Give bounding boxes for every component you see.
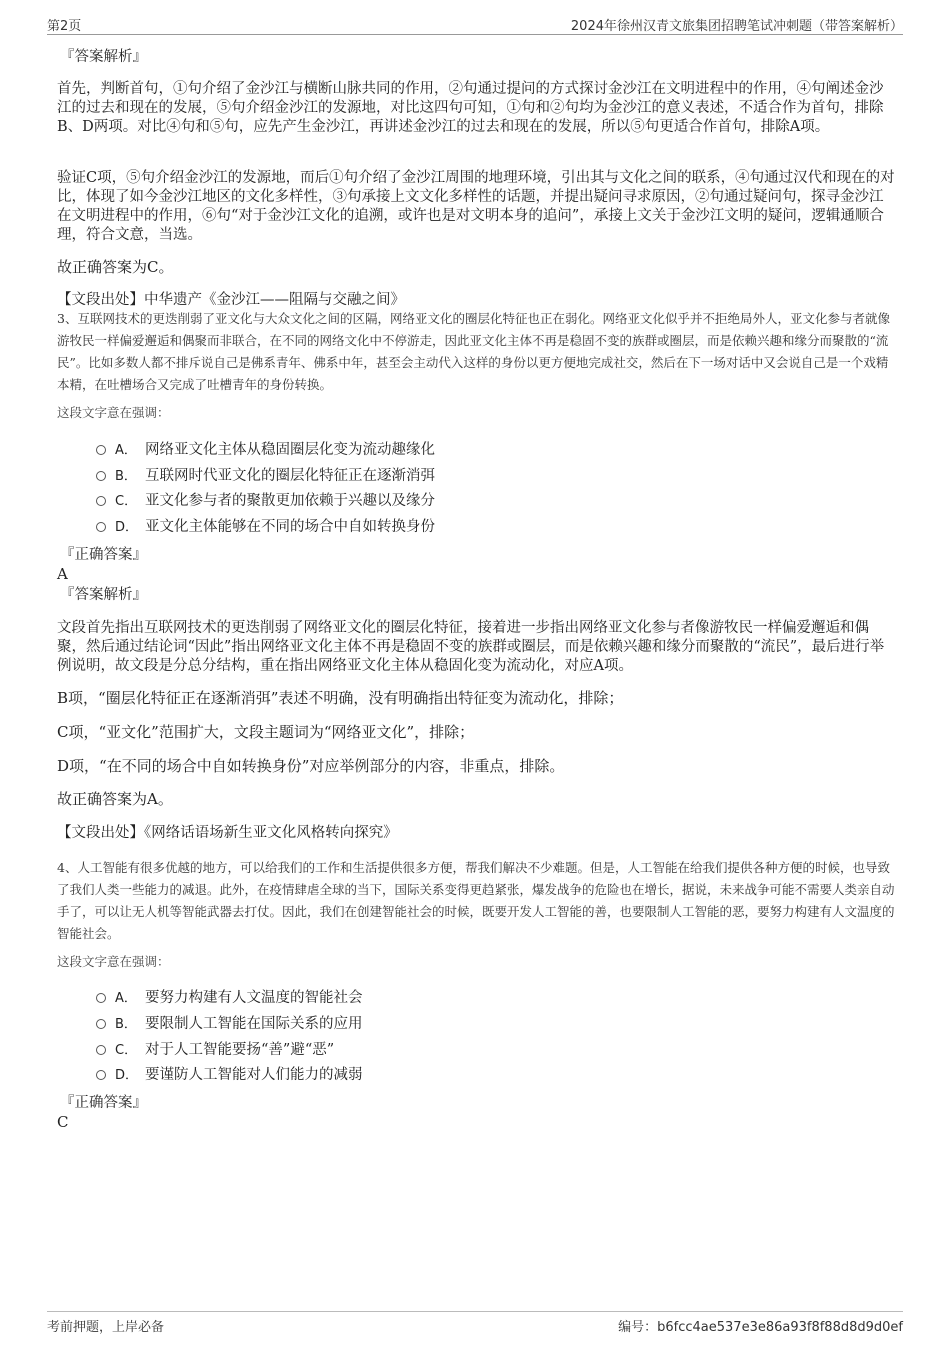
q4-option-c[interactable] [96, 1039, 334, 1062]
q2-analysis-tag: 『答案解析』 [60, 49, 147, 65]
q3-prompt: 这段文字意在强调： [57, 405, 170, 420]
q3-analysis-c: C项，“亚文化”范围扩大，文段主题词为“网络亚文化”，排除； [57, 723, 475, 741]
q3-analysis-b: B项，“圈层化特征正在逐渐消弭”表述不明确，没有明确指出特征变为流动化，排除； [57, 689, 624, 707]
q2-source: 【文段出处】中华遗产《金沙江——阻隔与交融之间》 [57, 292, 405, 308]
q4-stem: 4、人工智能有很多优越的地方，可以给我们的工作和生活提供很多方便，帮我们解决不少难题。但是，人工智能在给我们提供各种方便的时候，也导致了我们人类一些能力的减退。此外，在疫情肆虐全球的当下，国际关系变得更趋紧张，爆发战争的危险也在增长，据说，未来战争可能不需要人类亲自动手了，可以让无人机等智能武器去打仗。因此，我们在创建智能社会的时候，既要开发人工智能的善，也要限制人工智能的恶，要努力构建有人文温度的智能社会。 [57, 860, 895, 941]
option-letter: A． [115, 991, 137, 1006]
option-text: 亚文化参与者的聚散更加依赖于兴趣以及缘分 [145, 493, 435, 509]
option-text: 网络亚文化主体从稳固圈层化变为流动趣缘化 [145, 442, 435, 458]
option-text: 亚文化主体能够在不同的场合中自如转换身份 [145, 519, 435, 535]
document-title: 2024年徐州汉青文旅集团招聘笔试冲刺题（带答案解析） [570, 19, 903, 34]
footer-serial-number: 编号：b6fcc4ae537e3e86a93f8f88d8d9d0ef [618, 1320, 903, 1335]
option-text: 互联网时代亚文化的圈层化特征正在逐渐消弭 [145, 468, 435, 484]
q4-option-b[interactable] [96, 1013, 363, 1036]
q2-analysis-paragraph-2: 验证C项，⑤句介绍金沙江的发源地，而后①句介绍了金沙江周围的地理环境，引出其与文化之间的联系，④句通过汉代和现在的对比，体现了如今金沙江地区的文化多样性，③句承接上文文化多样性的话题，并提出疑问寻求原因，②句通过疑问句，探寻金沙江在文明进程中的作用，⑥句“对于金沙江文化的追溯，或许也是对文明本身的追问”，承接上文关于金沙江文明的疑问，逻辑通顺合理，符合文意，当选。 [57, 170, 895, 243]
q4-option-a[interactable] [96, 987, 363, 1010]
page-header [47, 14, 903, 35]
radio-icon[interactable] [96, 1045, 106, 1055]
footer-slogan: 考前押题，上岸必备 [47, 1320, 165, 1335]
q3-analysis-paragraph-1: 文段首先指出互联网技术的更迭削弱了网络亚文化的圈层化特征，接着进一步指出网络亚文化参与者像游牧民一样偏爱邂逅和偶聚，然后通过结论词“因此”指出网络亚文化主体不再是稳固不变的族群或圈层，而是依赖兴趣和缘分而聚散的“流民”，最后进行举例说明，故文段是分总分结构，重在指出网络亚文化主体从稳固化变为流动化，对应A项。 [57, 620, 885, 674]
option-letter: B． [115, 469, 137, 484]
option-letter: A． [115, 443, 137, 458]
option-letter: D． [115, 520, 139, 535]
option-text: 要努力构建有人文温度的智能社会 [145, 990, 363, 1006]
option-letter: D． [115, 1068, 139, 1083]
q4-option-d[interactable] [96, 1064, 363, 1087]
radio-icon[interactable] [96, 471, 106, 481]
q3-source: 【文段出处】《网络话语场新生亚文化风格转向探究》 [57, 825, 398, 841]
radio-icon[interactable] [96, 445, 106, 455]
option-letter: B． [115, 1017, 137, 1032]
q3-option-a[interactable] [96, 439, 435, 462]
radio-icon[interactable] [96, 496, 106, 506]
q4-answer-tag: 『正确答案』 [60, 1095, 147, 1111]
q3-stem: 3、互联网技术的更迭削弱了亚文化与大众文化之间的区隔，网络亚文化的圈层化特征也正在弱化。网络亚文化似乎并不拒绝局外人，亚文化参与者就像游牧民一样偏爱邂逅和偶聚而非联合，在不同的网络文化中不停游走，因此亚文化主体不再是稳固不变的族群或圈层，而是依赖兴趣和缘分而聚散的“流民”。比如多数人都不排斥说自己是佛系青年、佛系中年，甚至会主动代入这样的身份以更方便地完成社交，然后在下一场对话中又会说自己是一个戏精本精，在吐槽场合又完成了吐槽青年的身份转换。 [57, 311, 890, 392]
option-letter: C． [115, 1043, 138, 1058]
q3-analysis-tag: 『答案解析』 [60, 587, 147, 603]
q3-option-c[interactable] [96, 490, 435, 513]
q3-analysis-d: D项，“在不同的场合中自如转换身份”对应举例部分的内容，非重点，排除。 [57, 757, 565, 775]
page-footer [47, 1311, 903, 1336]
q3-option-d[interactable] [96, 516, 435, 539]
q4-prompt: 这段文字意在强调： [57, 954, 170, 969]
q4-answer: C [57, 1113, 69, 1131]
radio-icon[interactable] [96, 522, 106, 532]
option-letter: C． [115, 494, 138, 509]
q3-conclusion: 故正确答案为A。 [57, 790, 173, 808]
option-text: 对于人工智能要扬“善”避“恶” [145, 1042, 335, 1058]
q3-answer: A [57, 565, 68, 583]
q2-analysis-paragraph-1: 首先，判断首句，①句介绍了金沙江与横断山脉共同的作用，②句通过提问的方式探讨金沙江在文明进程中的作用，④句阐述金沙江的过去和现在的发展，⑤句介绍金沙江的发源地，对比这四句可知，①句和②句均为金沙江的意义表述，不适合作为首句，排除B、D两项。对比④句和⑤句，应先产生金沙江，再讲述金沙江的过去和现在的发展，所以⑤句更适合作首句，排除A项。 [57, 81, 884, 135]
option-text: 要限制人工智能在国际关系的应用 [145, 1016, 363, 1032]
radio-icon[interactable] [96, 1019, 106, 1029]
page-number: 第2页 [47, 19, 82, 34]
radio-icon[interactable] [96, 1070, 106, 1080]
q3-option-b[interactable] [96, 465, 435, 488]
option-text: 要谨防人工智能对人们能力的减弱 [145, 1067, 363, 1083]
q2-conclusion: 故正确答案为C。 [57, 258, 174, 276]
q3-answer-tag: 『正确答案』 [60, 547, 147, 563]
radio-icon[interactable] [96, 993, 106, 1003]
